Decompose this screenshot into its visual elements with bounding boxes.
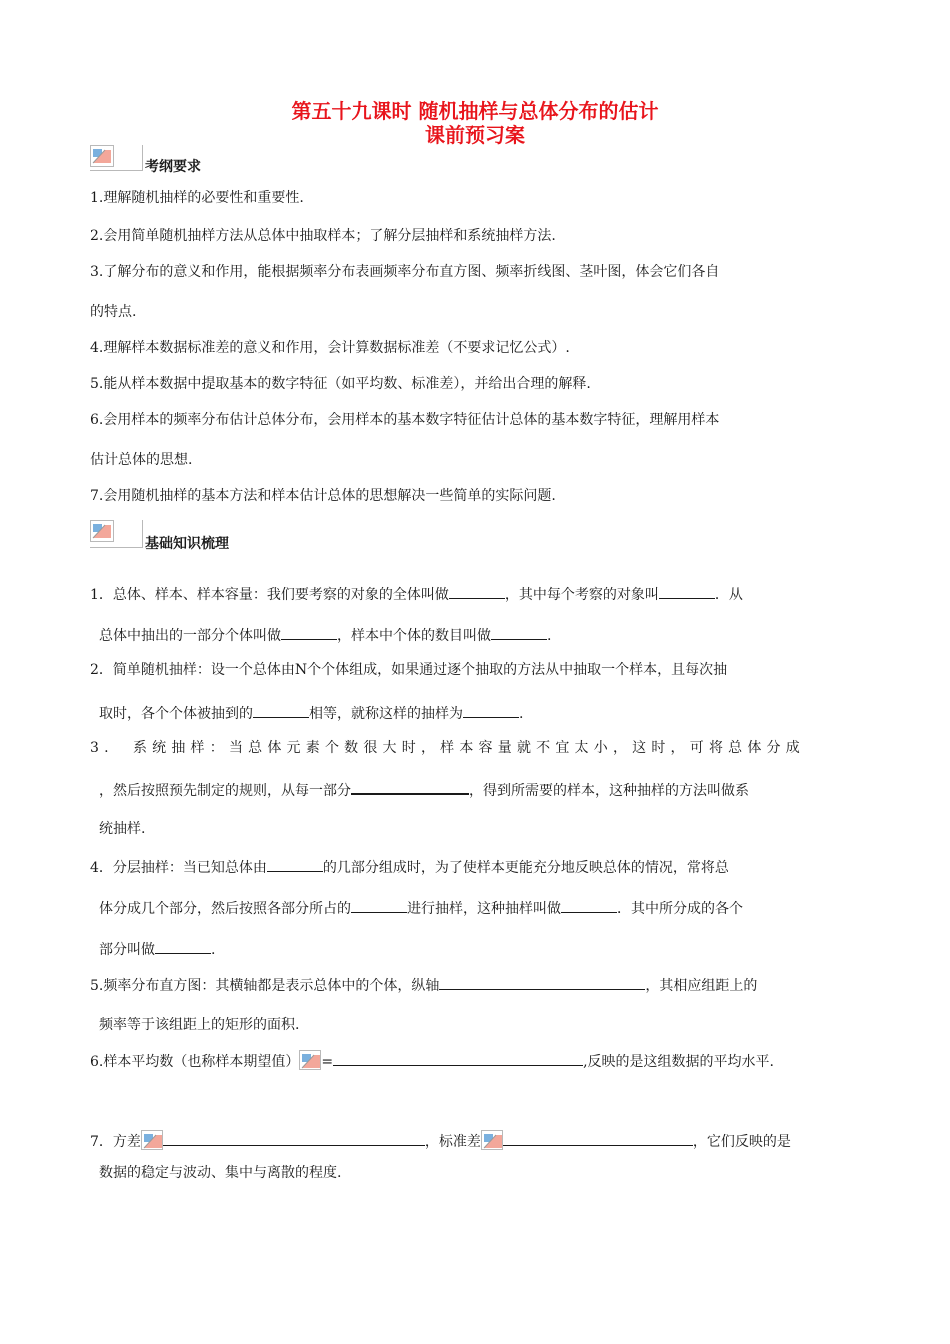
question-5-line-1: 5.频率分布直方图：其横轴都是表示总体中的个体，纵轴 ，其相应组距上的 — [90, 974, 757, 996]
question-3-line-3: 统抽样. — [99, 821, 146, 837]
fill-blank[interactable] — [491, 624, 547, 640]
image-frame-edge — [142, 145, 143, 171]
question-2-line-2: 取时，各个个体被抽到的 相等，就称这样的抽样为 . — [99, 702, 523, 724]
question-7-line-2: 数据的稳定与波动、集中与离散的程度. — [99, 1165, 342, 1181]
broken-image-icon — [90, 520, 114, 542]
question-6-line: 6.样本平均数（也称样本期望值） = ,反映的是这组数据的平均水平. — [90, 1050, 774, 1072]
broken-image-icon — [90, 145, 114, 167]
section-heading-requirements: 考纲要求 — [145, 159, 201, 175]
fill-blank[interactable] — [253, 702, 309, 718]
question-2-line-1: 2．简单随机抽样：设一个总体由N个个体组成，如果通过逐个抽取的方法从中抽取一个样本，且每次抽 — [90, 662, 728, 678]
fill-blank[interactable] — [333, 1050, 583, 1066]
question-5-line-2: 频率等于该组距上的矩形的面积. — [99, 1017, 300, 1033]
question-1-line-2: 总体中抽出的一部分个体叫做 ，样本中个体的数目叫做 . — [99, 624, 551, 646]
fill-blank[interactable] — [351, 778, 469, 795]
requirement-item-4: 4.理解样本数据标准差的意义和作用，会计算数据标准差（不要求记忆公式）. — [90, 340, 570, 356]
question-4-line-2: 体分成几个部分，然后按照各部分所占的 进行抽样，这种抽样叫做 ．其中所分成的各个 — [99, 897, 743, 919]
fill-blank[interactable] — [439, 974, 645, 990]
image-frame — [90, 547, 142, 548]
fill-blank[interactable] — [281, 624, 337, 640]
requirement-item-3: 3.了解分布的意义和作用，能根据频率分布表画频率分布直方图、频率折线图、茎叶图，体会它们各自 — [90, 264, 720, 280]
image-frame — [90, 170, 142, 171]
requirement-item-7: 7.会用随机抽样的基本方法和样本估计总体的思想解决一些简单的实际问题. — [90, 488, 556, 504]
fill-blank[interactable] — [463, 702, 519, 718]
image-frame-edge — [142, 520, 143, 548]
fill-blank[interactable] — [155, 938, 211, 954]
question-4-line-1: 4．分层抽样：当已知总体由 的几部分组成时，为了使样本更能充分地反映总体的情况，常将总 — [90, 856, 729, 878]
question-1-line-1: 1．总体、样本、样本容量：我们要考察的对象的全体叫做 ，其中每个考察的对象叫 ．从 — [90, 583, 743, 605]
formula-image-icon — [299, 1050, 321, 1070]
fill-blank[interactable] — [351, 897, 407, 913]
requirement-item-6: 6.会用样本的频率分布估计总体分布，会用样本的基本数字特征估计总体的基本数字特征，理解用样本 — [90, 412, 720, 428]
fill-blank[interactable] — [163, 1130, 425, 1146]
question-7-line-1: 7．方差 ，标准差 ，它们反映的是 — [90, 1130, 791, 1152]
section-heading-basics: 基础知识梳理 — [145, 536, 229, 552]
requirement-item-5: 5.能从样本数据中提取基本的数字特征（如平均数、标准差），并给出合理的解释. — [90, 376, 591, 392]
fill-blank[interactable] — [561, 897, 617, 913]
fill-blank[interactable] — [267, 856, 323, 872]
question-3-line-2: ，然后按照预先制定的规则，从每一部分 ，得到所需要的样本，这种抽样的方法叫做系 — [99, 778, 749, 801]
fill-blank[interactable] — [503, 1130, 693, 1146]
requirement-item-2: 2.会用简单随机抽样方法从总体中抽取样本；了解分层抽样和系统抽样方法. — [90, 228, 556, 244]
page-subtitle: 课前预习案 — [425, 123, 525, 147]
requirement-item-3-cont: 的特点. — [90, 304, 137, 320]
requirement-item-1: 1.理解随机抽样的必要性和重要性. — [90, 190, 304, 206]
fill-blank[interactable] — [449, 583, 505, 599]
question-3-line-1: 3. 系统抽样：当总体元素个数很大时，样本容量就不宜太小，这时，可将总体分成 — [90, 740, 805, 756]
fill-blank[interactable] — [659, 583, 715, 599]
formula-image-icon — [141, 1130, 163, 1150]
page-title: 第五十九课时 随机抽样与总体分布的估计 — [291, 99, 659, 123]
formula-image-icon — [481, 1130, 503, 1150]
requirement-item-6-cont: 估计总体的思想. — [90, 452, 193, 468]
question-4-line-3: 部分叫做 . — [99, 938, 215, 960]
